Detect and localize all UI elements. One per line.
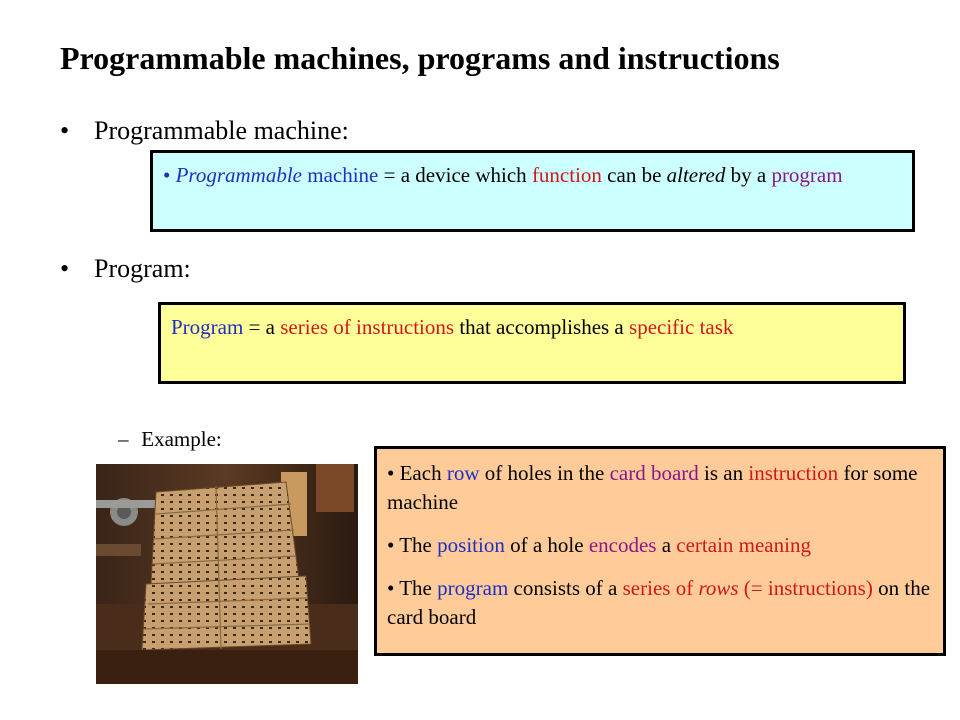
bullet-programmable-machine — [60, 116, 349, 146]
text-span: instructions) — [767, 576, 873, 600]
sub-bullet-text: Example: — [141, 427, 222, 451]
bullet-program — [60, 254, 191, 284]
text-span: • — [387, 576, 395, 600]
text-span: = a — [248, 315, 275, 339]
term-altered: altered — [666, 163, 726, 187]
term-function: function — [531, 163, 602, 187]
example-explanation-box — [374, 446, 946, 656]
bullet-marker: • — [60, 116, 70, 145]
text-span: The — [399, 576, 432, 600]
text-span: can be — [607, 163, 662, 187]
text-span: Each — [399, 461, 442, 485]
box-bullet: • — [163, 163, 171, 187]
text-span: that accomplishes a — [459, 315, 624, 339]
sub-bullet-example — [118, 427, 222, 452]
text-span: by a — [730, 163, 767, 187]
loom-illustration — [96, 464, 358, 684]
text-span: on the card board — [387, 576, 931, 629]
bullet-text: Programmable machine: — [94, 116, 349, 145]
text-span: encodes — [588, 533, 657, 557]
term-machine: machine — [307, 163, 379, 187]
explanation-item — [387, 459, 933, 517]
text-span: row — [446, 461, 480, 485]
text-span: series of — [622, 576, 694, 600]
text-span: card board — [609, 461, 699, 485]
explanation-item — [387, 574, 933, 632]
text-span: The — [399, 533, 432, 557]
dash-marker: – — [118, 427, 129, 451]
definition-box-machine — [150, 150, 915, 232]
term-specific-task: specific task — [629, 315, 734, 339]
term-program: program — [771, 163, 843, 187]
text-span: for some machine — [387, 461, 918, 514]
text-span: consists of a — [513, 576, 618, 600]
text-span: of holes in the — [484, 461, 605, 485]
text-span: program — [437, 576, 509, 600]
text-span: = a device which — [383, 163, 527, 187]
text-span: • — [387, 461, 395, 485]
text-span: position — [437, 533, 505, 557]
explanation-item — [387, 531, 933, 560]
text-span: of a hole — [510, 533, 584, 557]
text-span: is an — [704, 461, 744, 485]
slide-title: Programmable machines, programs and instructions — [60, 40, 780, 76]
term-program: Program — [171, 315, 244, 339]
text-span: (= — [743, 576, 763, 600]
term-series-of-instructions: series of instructions — [280, 315, 455, 339]
definition-box-program — [158, 302, 906, 384]
text-span: • — [387, 533, 395, 557]
bullet-text: Program: — [94, 254, 191, 283]
text-span: rows — [698, 576, 739, 600]
text-span: instruction — [748, 461, 839, 485]
term-programmable: Programmable — [175, 163, 302, 187]
punched-card-loom-image — [96, 464, 358, 684]
text-span: certain meaning — [676, 533, 811, 557]
text-span: a — [661, 533, 672, 557]
bullet-marker: • — [60, 254, 70, 283]
